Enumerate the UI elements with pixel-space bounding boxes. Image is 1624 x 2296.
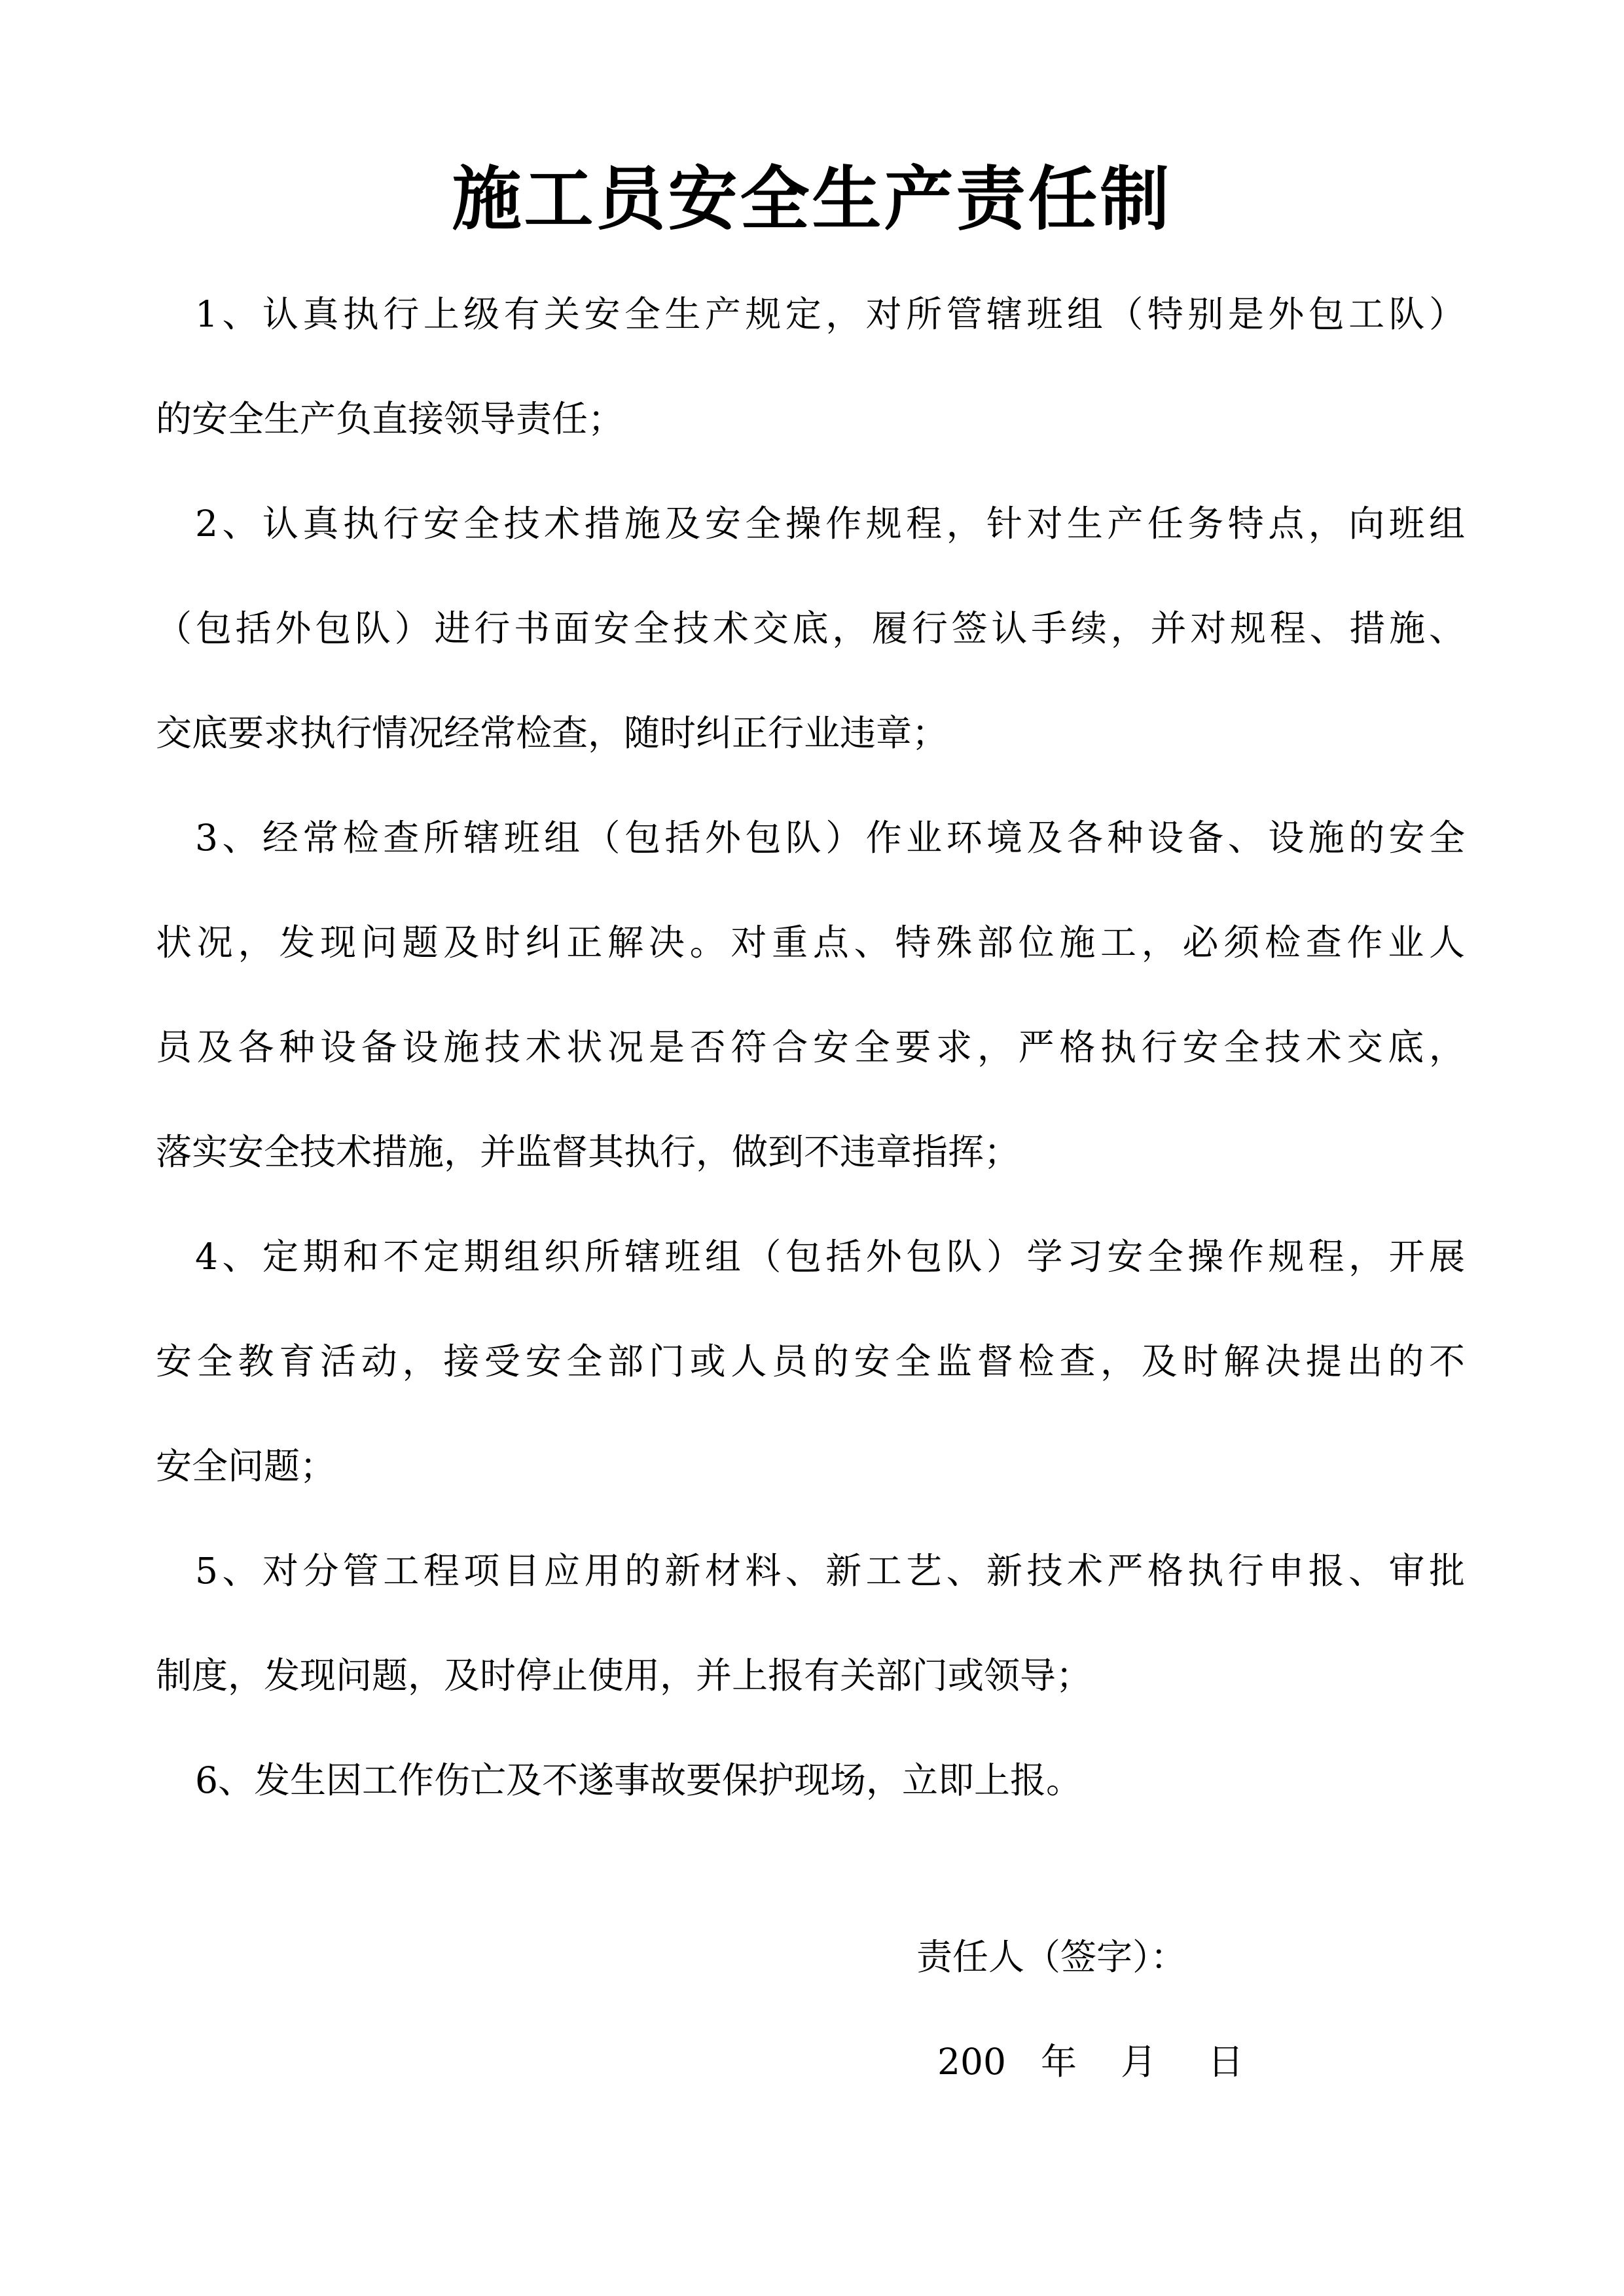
clause-4-line-1: 4、定期和不定期组织所辖班组（包括外包队）学习安全操作规程，开展 xyxy=(195,1236,1465,1278)
date-year-label: 年 xyxy=(1041,2041,1077,2083)
clause-5-line-1: 5、对分管工程项目应用的新材料、新工艺、新技术严格执行申报、审批 xyxy=(195,1550,1465,1592)
date-month-label: 月 xyxy=(1121,2041,1157,2083)
clause-2-line-3: 交底要求执行情况经常检查，随时纠正行业违章； xyxy=(156,712,948,754)
clause-4-line-2: 安全教育活动，接受安全部门或人员的安全监督检查，及时解决提出的不 xyxy=(156,1340,1465,1382)
clause-3-line-3: 员及各种设备设施技术状况是否符合安全要求，严格执行安全技术交底， xyxy=(156,1026,1465,1068)
signature-label: 责任人（签字）： xyxy=(916,1936,1187,1978)
clause-3-line-2: 状况，发现问题及时纠正解决。对重点、特殊部位施工，必须检查作业人 xyxy=(156,922,1465,963)
clause-2-line-1: 2、认真执行安全技术措施及安全操作规程，针对生产任务特点，向班组 xyxy=(195,503,1465,545)
clause-1-line-1: 1、认真执行上级有关安全生产规定，对所管辖班组（特别是外包工队） xyxy=(195,293,1465,335)
clause-4-line-3: 安全问题； xyxy=(156,1445,336,1487)
clause-6-line-1: 6、发生因工作伤亡及不遂事故要保护现场，立即上报。 xyxy=(195,1759,1082,1801)
clause-2-line-2: （包括外包队）进行书面安全技术交底，履行签认手续，并对规程、措施、 xyxy=(156,607,1465,649)
document-title: 施工员安全生产责任制 xyxy=(452,159,1172,240)
clause-1-line-2: 的安全生产负直接领导责任； xyxy=(156,398,624,440)
clause-3-line-1: 3、经常检查所辖班组（包括外包队）作业环境及各种设备、设施的安全 xyxy=(195,817,1465,859)
clause-5-line-2: 制度，发现问题，及时停止使用，并上报有关部门或领导； xyxy=(156,1655,1092,1696)
date-year-prefix: 200 xyxy=(937,2041,1006,2083)
clause-3-line-4: 落实安全技术措施，并监督其执行，做到不违章指挥； xyxy=(156,1131,1020,1173)
date-day-label: 日 xyxy=(1208,2041,1244,2083)
